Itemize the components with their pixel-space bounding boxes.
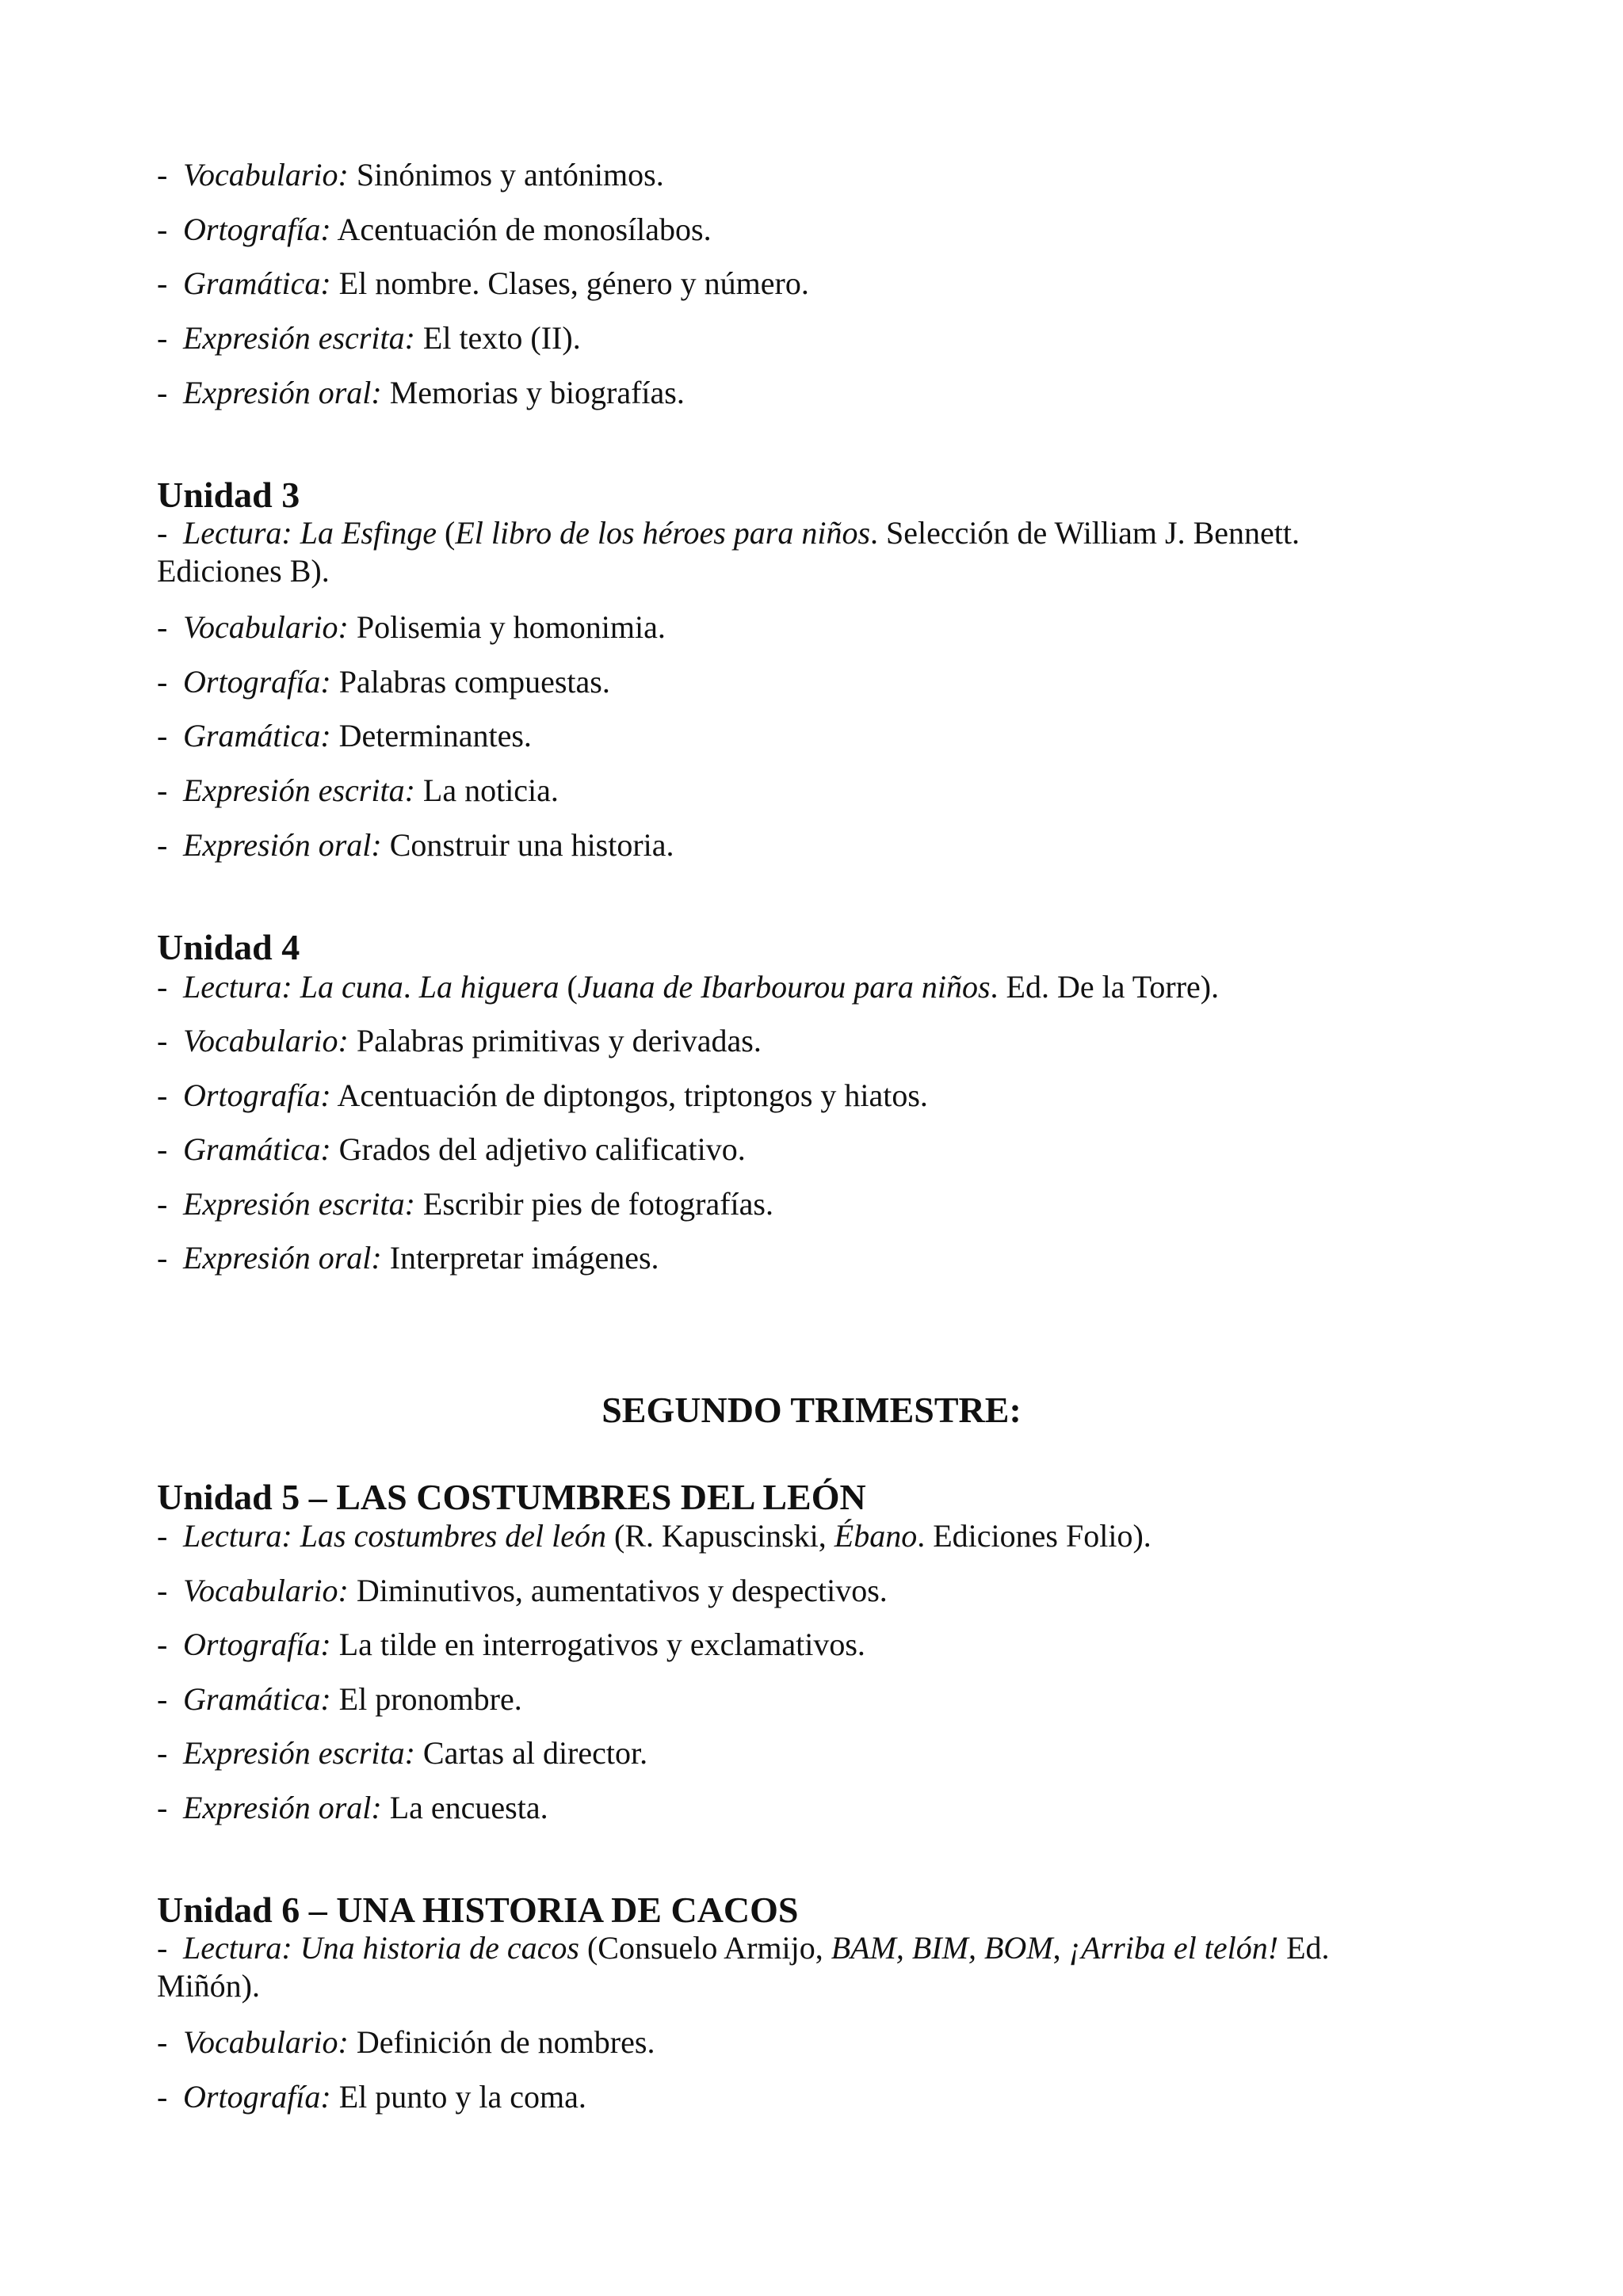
list-item: - Ortografía: La tilde en interrogativos y exclamativos. bbox=[157, 1627, 865, 1662]
list-item: - Gramática: El pronombre. bbox=[157, 1681, 522, 1717]
list-item: - Expresión escrita: Cartas al director. bbox=[157, 1735, 648, 1771]
list-item: - Gramática: Grados del adjetivo calificativo. bbox=[157, 1131, 746, 1167]
list-item: - Ortografía: Acentuación de monosílabos. bbox=[157, 212, 712, 247]
unit-6-title: Unidad 6 – UNA HISTORIA DE CACOS bbox=[157, 1890, 799, 1930]
unit-5-title: Unidad 5 – LAS COSTUMBRES DEL LEÓN bbox=[157, 1477, 866, 1517]
list-item: - Expresión escrita: Escribir pies de fotografías. bbox=[157, 1186, 773, 1222]
list-item: - Ortografía: Palabras compuestas. bbox=[157, 664, 610, 700]
list-item: - Vocabulario: Diminutivos, aumentativos y despectivos. bbox=[157, 1573, 888, 1608]
list-item: - Vocabulario: Definición de nombres. bbox=[157, 2024, 655, 2060]
unit-5-lectura: - Lectura: Las costumbres del león (R. Kapuscinski, Ébano. Ediciones Folio). bbox=[157, 1518, 1151, 1554]
list-item: - Expresión oral: La encuesta. bbox=[157, 1790, 548, 1825]
unit-4-title: Unidad 4 bbox=[157, 927, 300, 967]
list-item: - Gramática: Determinantes. bbox=[157, 718, 532, 753]
list-item: - Expresión escrita: El texto (II). bbox=[157, 320, 581, 356]
section-title: SEGUNDO TRIMESTRE: bbox=[601, 1390, 1022, 1430]
unit-3-lectura: - Lectura: La Esfinge (El libro de los héroes para niños. Selección de William J. Bennett. Ediciones B). bbox=[157, 515, 1300, 589]
list-item: - Expresión escrita: La noticia. bbox=[157, 772, 559, 808]
list-item: - Ortografía: El punto y la coma. bbox=[157, 2079, 586, 2115]
list-item: - Vocabulario: Sinónimos y antónimos. bbox=[157, 157, 664, 193]
unit-6-lectura: - Lectura: Una historia de cacos (Consuelo Armijo, BAM, BIM, BOM, ¡Arriba el telón! Ed. Miñón). bbox=[157, 1930, 1330, 2004]
unit-4-lectura: - Lectura: La cuna. La higuera (Juana de Ibarbourou para niños. Ed. De la Torre). bbox=[157, 969, 1220, 1005]
list-item: - Gramática: El nombre. Clases, género y número. bbox=[157, 265, 809, 301]
list-item: - Expresión oral: Construir una historia. bbox=[157, 827, 674, 863]
list-item: - Expresión oral: Memorias y biografías. bbox=[157, 375, 685, 410]
list-item: - Expresión oral: Interpretar imágenes. bbox=[157, 1240, 659, 1276]
list-item: - Vocabulario: Palabras primitivas y derivadas. bbox=[157, 1023, 762, 1058]
list-item: - Ortografía: Acentuación de diptongos, triptongos y hiatos. bbox=[157, 1077, 928, 1113]
unit-3-title: Unidad 3 bbox=[157, 475, 300, 515]
list-item: - Vocabulario: Polisemia y homonimia. bbox=[157, 609, 666, 645]
